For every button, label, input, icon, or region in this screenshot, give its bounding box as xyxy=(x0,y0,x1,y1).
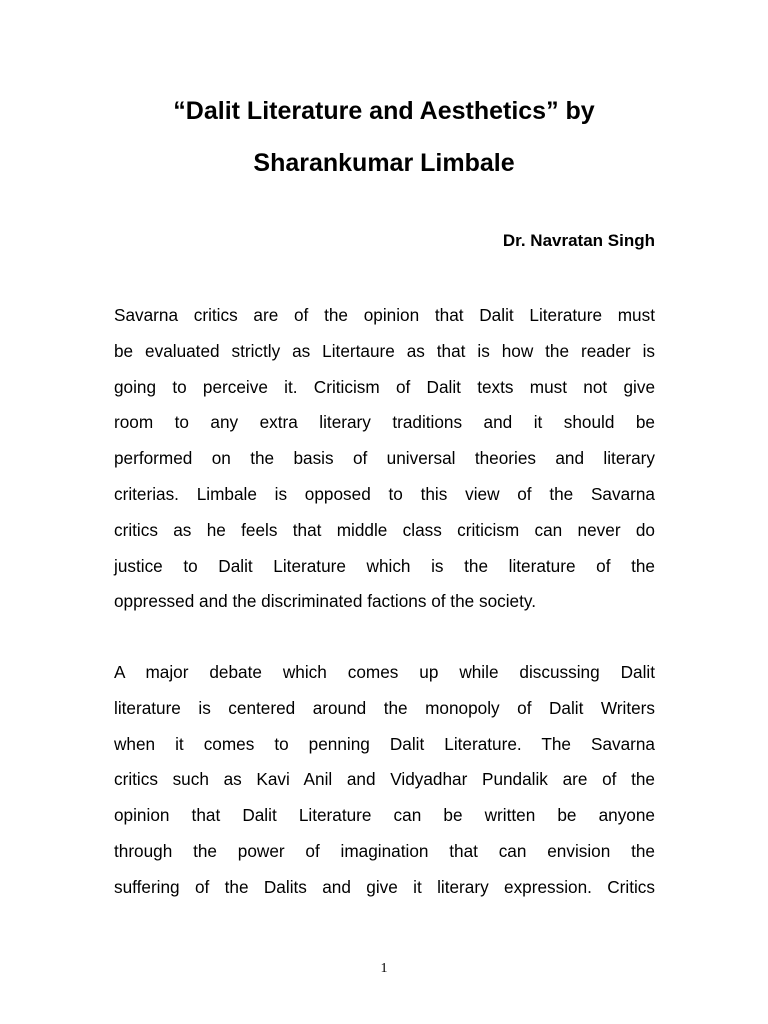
author-name: Dr. Navratan Singh xyxy=(502,231,655,250)
paragraph-line: Savarna critics are of the opinion that Dalit Literature must xyxy=(114,305,655,325)
paragraph-line: critics as he feels that middle class criticism can never do xyxy=(114,519,655,540)
paragraph-line: oppressed and the discriminated factions of the society. xyxy=(114,591,536,612)
paragraph-line: be evaluated strictly as Litertaure as that is how the reader is xyxy=(114,340,655,361)
paragraph-line: going to perceive it. Criticism of Dalit texts must not give xyxy=(114,376,655,397)
paragraph-line: opinion that Dalit Literature can be written be anyone xyxy=(114,805,655,826)
paragraph-2 xyxy=(114,661,655,912)
paragraph-line: through the power of imagination that can envision the xyxy=(114,840,655,861)
paragraph-line: suffering of the Dalits and give it literary expression. Critics xyxy=(114,876,655,897)
document-title-line-1: “Dalit Literature and Aesthetics” by xyxy=(173,97,595,125)
document-title-line-2: Sharankumar Limbale xyxy=(253,149,515,177)
paragraph-line: literature is centered around the monopoly of Dalit Writers xyxy=(114,697,655,718)
paragraph-line: A major debate which comes up while discussing Dalit xyxy=(114,662,655,682)
paragraph-line: critics such as Kavi Anil and Vidyadhar Pundalik are of the xyxy=(114,769,655,790)
page-number: 1 xyxy=(380,961,388,976)
paragraph-line: room to any extra literary traditions and it should be xyxy=(114,412,655,433)
paragraph-line: criterias. Limbale is opposed to this view of the Savarna xyxy=(114,483,655,504)
paragraph-line: performed on the basis of universal theories and literary xyxy=(114,448,655,469)
paragraph-1 xyxy=(114,304,655,626)
paragraph-line: justice to Dalit Literature which is the literature of the xyxy=(114,555,655,576)
paragraph-line: when it comes to penning Dalit Literature. The Savarna xyxy=(114,733,655,754)
